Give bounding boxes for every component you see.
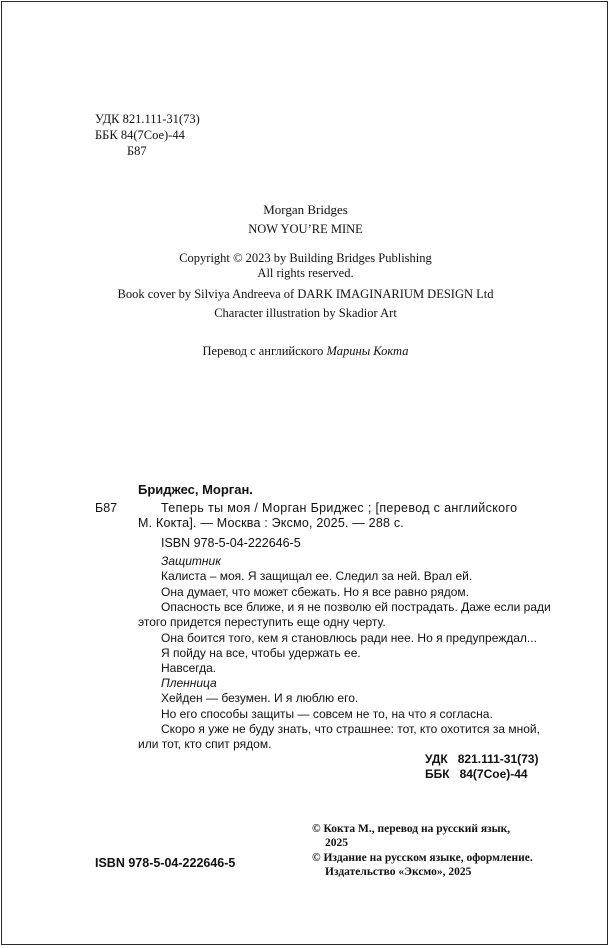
classification-bbk-value: 84(7Сое)-44: [459, 767, 528, 781]
annotation-section2-title: Пленница: [161, 676, 217, 690]
cover-credit: Book cover by Silviya Andreeva of DARK IMAGINARIUM DESIGN Ltd: [117, 287, 494, 301]
original-title: NOW YOU’RE MINE: [248, 222, 363, 236]
classification-udk-value: 821.111-31(73): [457, 752, 539, 766]
classification-udk: [425, 751, 538, 767]
annotation-p9b: или тот, кто спит рядом.: [138, 737, 272, 751]
annotation-p2: Она думает, что может сбежать. Но я все равно рядом.: [161, 585, 469, 599]
footer-copyright-edition-line1: © Издание на русском языке, оформление.: [312, 852, 533, 864]
catalog-isbn: ISBN 978-5-04-222646-5: [161, 536, 301, 550]
annotation-p9a: Скоро я уже не буду знать, что страшнее: тот, кто охотится за мной,: [161, 722, 540, 736]
translation-credit: [0, 343, 611, 359]
footer-copyright-translation-line1: © Кокта М., перевод на русский язык,: [312, 823, 511, 835]
header-udk: УДК 821.111-31(73): [95, 112, 200, 126]
illustration-credit: Character illustration by Skadior Art: [214, 306, 397, 320]
translation-prefix: Перевод с английского: [202, 344, 327, 358]
footer-isbn: ISBN 978-5-04-222646-5: [95, 856, 236, 870]
classification-udk-label: УДК: [425, 752, 448, 766]
annotation-p5: Я пойду на все, чтобы удержать ее.: [161, 646, 361, 660]
translator-name: Марины Кокта: [326, 344, 409, 358]
annotation-p7: Хейден — безумен. И я люблю его.: [161, 691, 359, 705]
annotation-p8: Но его способы защиты — совсем не то, на что я согласна.: [161, 707, 493, 721]
header-code: Б87: [127, 144, 147, 158]
catalog-entry-line2: М. Кокта]. — Москва : Эксмо, 2025. — 288 с.: [138, 516, 404, 530]
annotation-p4: Она боится того, кем я становлюсь ради нее. Но я предупреждал...: [161, 631, 537, 645]
annotation-p6: Навсегда.: [161, 661, 217, 675]
copyright-line: Copyright © 2023 by Building Bridges Publishing: [179, 251, 432, 265]
classification-bbk-label: ББК: [425, 767, 450, 781]
annotation-section1-title: Защитник: [161, 554, 221, 568]
original-author: Morgan Bridges: [263, 202, 348, 217]
catalog-entry-line1: Теперь ты моя / Морган Бриджес ; [перевод с английского: [161, 501, 518, 515]
classification-bbk: [425, 766, 528, 782]
annotation-p1: Калиста – моя. Я защищал ее. Следил за ней. Врал ей.: [161, 569, 473, 583]
catalog-author: Бриджес, Морган.: [138, 482, 253, 497]
rights-line: All rights reserved.: [257, 266, 354, 280]
header-bbk: ББК 84(7Сое)-44: [95, 128, 185, 142]
page-border: [1, 1, 608, 945]
footer-copyright-translation-line2: 2025: [325, 837, 348, 849]
annotation-p3b: этого придется переступить еще одну черту.: [138, 615, 386, 629]
annotation-p3a: Опасность все ближе, и я не позволю ей пострадать. Даже если ради: [161, 600, 551, 614]
catalog-code: Б87: [95, 501, 118, 515]
footer-copyright-edition-line2: Издательство «Эксмо», 2025: [325, 866, 472, 878]
